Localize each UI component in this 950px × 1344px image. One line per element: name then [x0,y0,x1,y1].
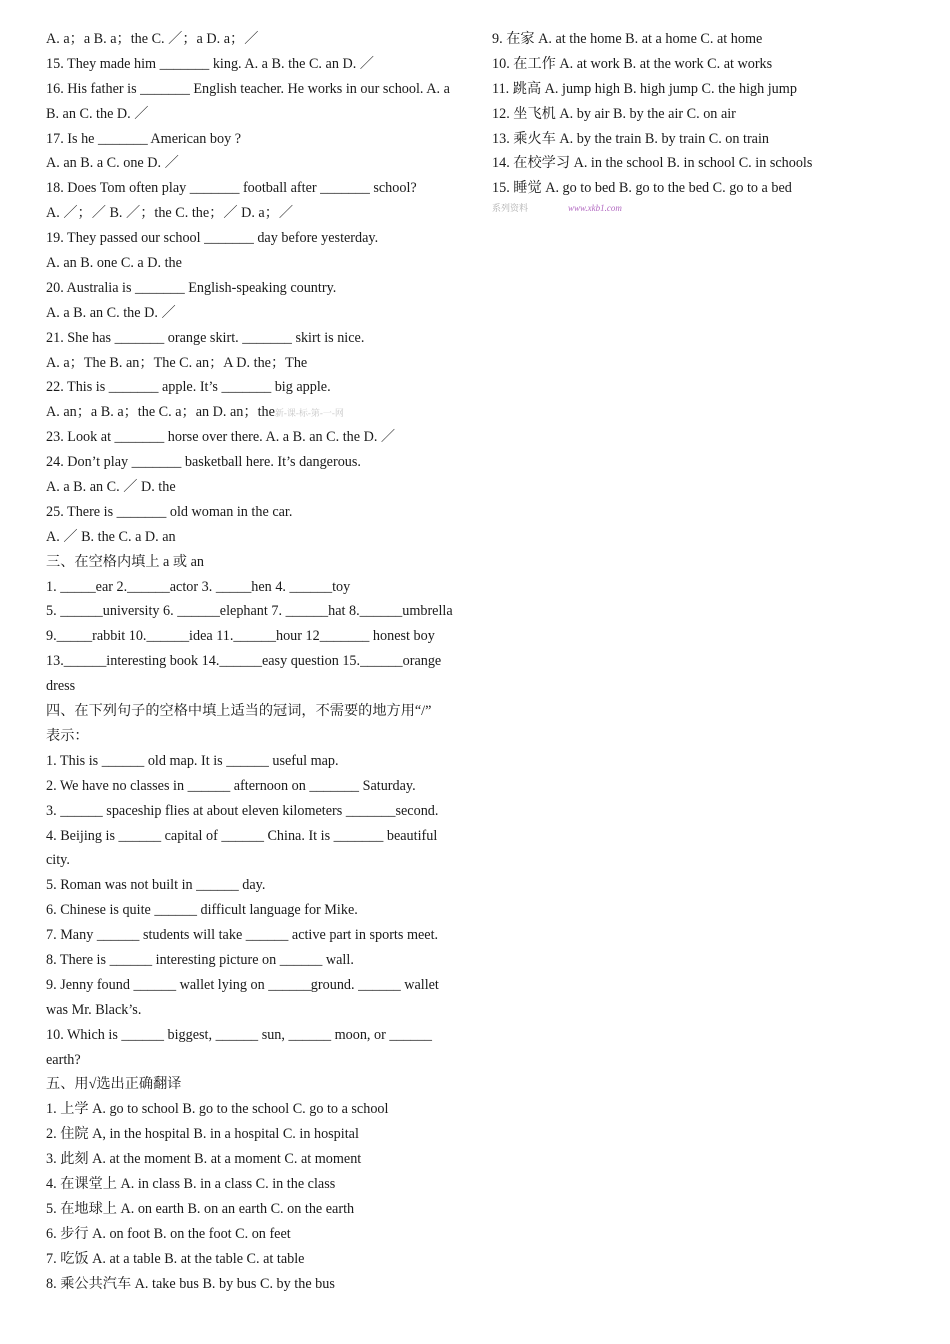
left-line [46,326,466,351]
line-text: 7. 吃饭 A. at a table B. at the table C. at table [46,1250,305,1267]
line-text: 23. Look at _______ horse over there. A. a B. an C. the D. ／ [46,429,396,446]
line-text: A. a B. an C. the D. ／ [46,304,176,321]
left-line [46,525,466,550]
line-text: 9._____rabbit 10.______idea 11.______hour 12_______ honest boy [46,628,435,645]
line-text: 19. They passed our school _______ day before yesterday. [46,230,379,247]
left-line [46,226,466,251]
left-line [46,624,466,649]
line-text: 5. Roman was not built in ______ day. [46,877,266,894]
line-text: 24. Don’t play _______ basketball here. It’s dangerous. [46,454,361,471]
left-line [46,500,466,525]
left-line [46,1222,466,1247]
left-line [46,649,466,674]
left-line [46,1072,466,1097]
line-text: 1. This is ______ old map. It is ______ useful map. [46,752,339,769]
left-line [46,201,466,226]
left-column [46,27,466,1296]
line-text: A. a；The B. an；The C. an；A D. the；The [46,354,308,371]
right-line [492,127,932,152]
line-text: A. a；a B. a；the C. ／；a D. a；／ [46,31,259,47]
right-line [492,176,932,201]
line-text: 四、在下列句子的空格中填上适当的冠词，不需要的地方用“/” [46,703,432,720]
line-text: 三、在空格内填上 a 或 an [46,553,205,570]
line-text: 2. 住院 A, in the hospital B. in a hospital C. in hospital [46,1126,359,1143]
left-line [46,450,466,475]
line-text: A. an B. one C. a D. the [46,255,182,272]
left-line [46,873,466,898]
left-line [46,848,466,873]
left-line [46,1147,466,1172]
left-line [46,1122,466,1147]
line-text: 7. Many ______ students will take ______ active part in sports meet. [46,927,439,944]
line-text: 6. Chinese is quite ______ difficult language for Mike. [46,902,358,919]
left-line [46,27,466,52]
line-text: 21. She has _______ orange skirt. _______ skirt is nice. [46,329,365,346]
left-line [46,575,466,600]
left-line [46,749,466,774]
inline-watermark: 新-课-标-第-一-网 [274,408,344,419]
watermark-label: 系列资料 [492,203,529,214]
line-text: A. ／；／ B. ／；the C. the；／ D. a；／ [46,205,294,222]
right-line [492,77,932,102]
line-text: 20. Australia is _______ English-speaking country. [46,279,337,296]
left-line [46,1247,466,1272]
line-text: 五、用√选出正确翻译 [46,1076,182,1093]
line-text: 22. This is _______ apple. It’s _______ big apple. [46,379,331,396]
left-line [46,799,466,824]
left-line [46,375,466,400]
right-line [492,27,932,52]
line-text: 3. ______ spaceship flies at about eleven kilometers _______second. [46,802,439,819]
left-line [46,425,466,450]
left-line [46,77,466,102]
left-line [46,52,466,77]
line-text: dress [46,678,76,695]
left-line [46,102,466,127]
right-line [492,102,932,127]
left-line [46,699,466,724]
left-line [46,998,466,1023]
line-text: 9. Jenny found ______ wallet lying on ______ground. ______ wallet [46,976,439,993]
line-text: 14. 在校学习 A. in the school B. in school C. in schools [492,155,813,172]
left-line [46,923,466,948]
line-text: 18. Does Tom often play _______ football after _______ school? [46,180,417,197]
left-line [46,948,466,973]
left-line [46,774,466,799]
left-line [46,674,466,699]
line-text: 17. Is he _______ American boy ? [46,130,242,147]
line-text: 1. _____ear 2.______actor 3. _____hen 4. ______toy [46,578,351,595]
line-text: city. [46,852,70,869]
left-line [46,151,466,176]
line-text: 5. 在地球上 A. on earth B. on an earth C. on the earth [46,1200,355,1217]
left-line [46,475,466,500]
line-text: 25. There is _______ old woman in the car. [46,503,293,520]
line-text: A. ／ B. the C. a D. an [46,528,176,545]
line-text: 10. Which is ______ biggest, ______ sun, ______ moon, or ______ [46,1026,432,1043]
line-text: 16. His father is _______ English teacher. He works in our school. A. a [46,80,450,97]
left-line [46,127,466,152]
line-text: 10. 在工作 A. at work B. at the work C. at works [492,55,773,72]
line-text: 5. ______university 6. ______elephant 7. ______hat 8.______umbrella [46,603,453,620]
left-line [46,1097,466,1122]
line-text: B. an C. the D. ／ [46,105,149,122]
right-column [492,27,932,215]
line-text: A. an；a B. a；the C. a；an D. an；the [46,404,275,421]
line-text: 6. 步行 A. on foot B. on the foot C. on feet [46,1225,291,1242]
left-line [46,1197,466,1222]
line-text: 4. Beijing is ______ capital of ______ China. It is _______ beautiful [46,827,438,844]
right-line [492,151,932,176]
line-text: 表示： [46,727,89,744]
left-line [46,351,466,376]
left-line [46,400,466,425]
left-line [46,550,466,575]
line-text: 2. We have no classes in ______ afternoon on _______ Saturday. [46,777,416,794]
line-text: A. an B. a C. one D. ／ [46,155,179,172]
left-line [46,251,466,276]
line-text: earth? [46,1051,81,1068]
left-line [46,1023,466,1048]
left-line [46,176,466,201]
line-text: was Mr. Black’s. [46,1001,142,1018]
left-line [46,824,466,849]
line-text: A. a B. an C. ／ D. the [46,479,176,496]
left-line [46,1172,466,1197]
line-text: 9. 在家 A. at the home B. at a home C. at home [492,31,763,47]
left-line [46,1048,466,1073]
line-text: 13.______interesting book 14.______easy question 15.______orange [46,653,442,670]
left-line [46,276,466,301]
left-line [46,898,466,923]
line-text: 13. 乘火车 A. by the train B. by train C. on train [492,130,770,147]
line-text: 15. 睡觉 A. go to bed B. go to the bed C. go to a bed [492,180,792,197]
line-text: 12. 坐飞机 A. by air B. by the air C. on air [492,105,736,122]
left-line [46,973,466,998]
line-text: 15. They made him _______ king. A. a B. the C. an D. ／ [46,55,374,72]
left-line [46,301,466,326]
left-line [46,1272,466,1297]
footer-watermark [492,201,932,215]
line-text: 4. 在课堂上 A. in class B. in a class C. in the class [46,1175,336,1192]
watermark-link[interactable]: www.xkb1.com [568,203,622,214]
line-text: 8. There is ______ interesting picture on ______ wall. [46,951,354,968]
line-text: 1. 上学 A. go to school B. go to the school C. go to a school [46,1101,389,1118]
left-line [46,724,466,749]
right-line [492,52,932,77]
line-text: 11. 跳高 A. jump high B. high jump C. the high jump [492,80,797,97]
left-line [46,599,466,624]
line-text: 8. 乘公共汽车 A. take bus B. by bus C. by the bus [46,1275,335,1292]
line-text: 3. 此刻 A. at the moment B. at a moment C. at moment [46,1151,362,1168]
